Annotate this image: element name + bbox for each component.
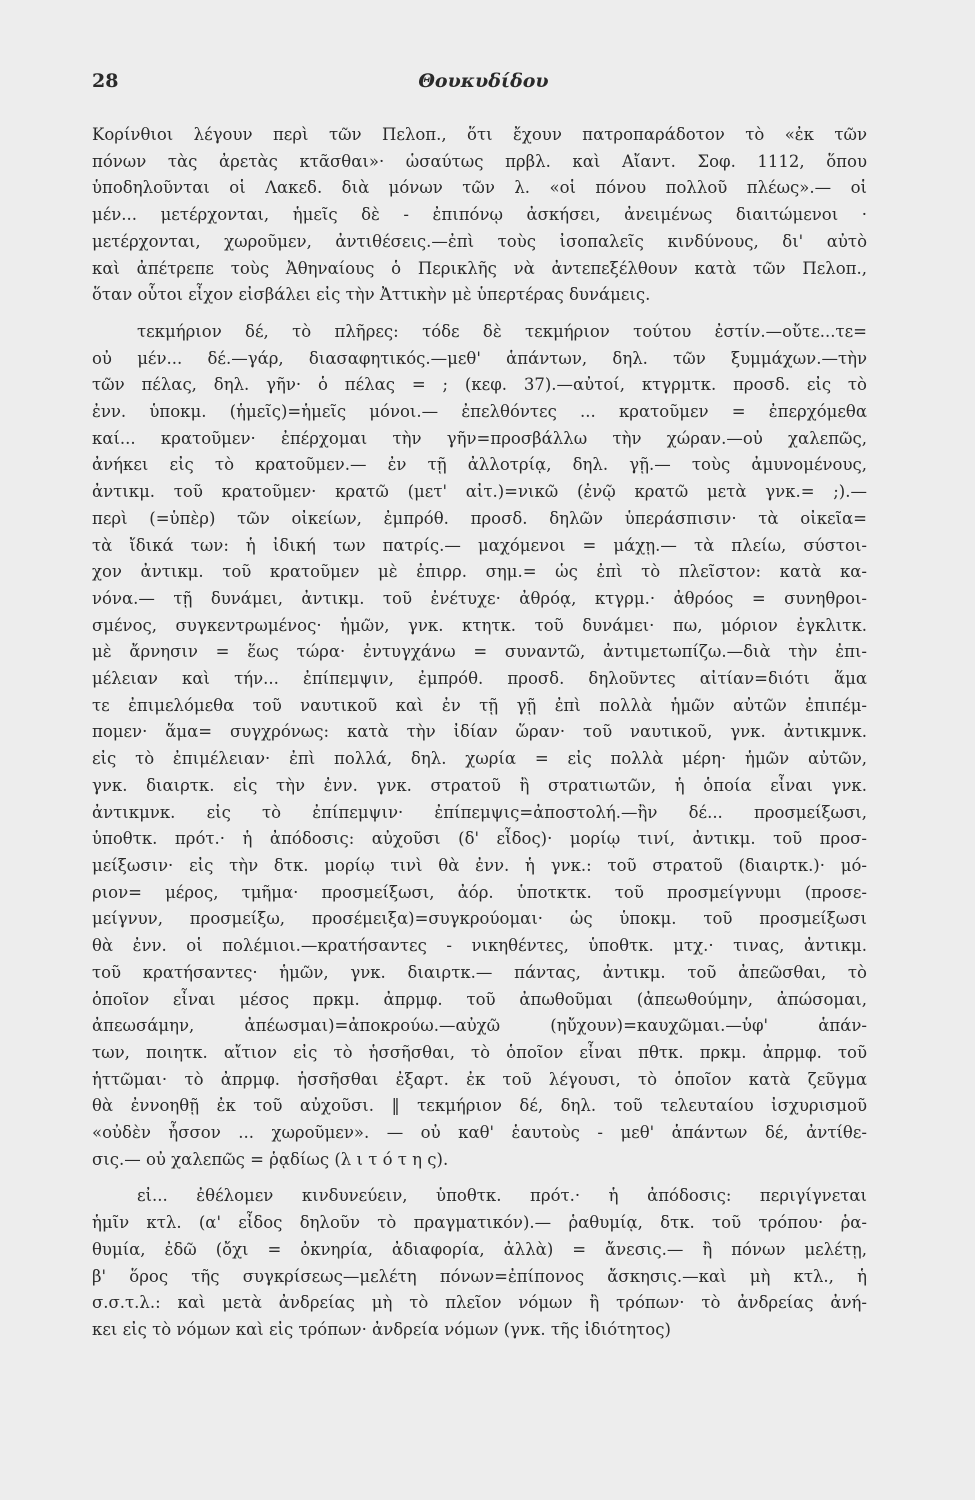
text-line: σμένος, συγκεντρωμένος· ἡμῶν, γνκ. κτητκ. τοῦ δυνάμει· πω, μόριον ἐγκλιτκ. xyxy=(92,615,867,635)
text-line: περὶ (=ὑπὲρ) τῶν οἰκείων, ἐμπρόθ. προσδ. δηλῶν ὑπεράσπισιν· τὰ οἰκεῖα= xyxy=(92,508,867,528)
text-line: θὰ ἐννοηθῇ ἐκ τοῦ αὐχοῦσι. ‖ τεκμήριον δέ, δηλ. τοῦ τελευταίου ἰσχυρισμοῦ xyxy=(92,1096,867,1116)
text-line: ἡττῶμαι· τὸ ἀπρμφ. ἡσσῆσθαι ἐξαρτ. ἐκ τοῦ λέγουσι, τὸ ὁποῖον κατὰ ζεῦγμα xyxy=(92,1069,867,1089)
text-line: μείξωσιν· εἰς τὴν δτκ. μορίῳ τινὶ θὰ ἐνν. ἡ γνκ.: τοῦ στρατοῦ (διαιρτκ.)· μό- xyxy=(92,855,867,875)
text-line: «οὐδὲν ἧσσον ... χωροῦμεν». — οὐ καθ' ἑαυτοὺς - μεθ' ἁπάντων δέ, ἀντίθε- xyxy=(92,1123,867,1143)
text-line: τοῦ κρατήσαντες· ἡμῶν, γνκ. διαιρτκ.— πάντας, ἀντικμ. τοῦ ἀπεῶσθαι, τὸ xyxy=(92,962,867,982)
commentary-paragraph xyxy=(92,122,867,309)
text-line: καὶ ἀπέτρεπε τοὺς Ἀθηναίους ὁ Περικλῆς νὰ ἀντεπεξέλθουν κατὰ τῶν Πελοπ., xyxy=(92,258,867,278)
text-line: πόνων τὰς ἀρετὰς κτᾶσθαι»· ὡσαύτως πρβλ. καὶ Αἴαντ. Σοφ. 1112, ὅπου xyxy=(92,151,867,171)
commentary-paragraph xyxy=(92,1183,867,1343)
text-line: πομεν· ἅμα= συγχρόνως: κατὰ τὴν ἰδίαν ὥραν· τοῦ ναυτικοῦ, γνκ. ἀντικμνκ. xyxy=(92,722,867,742)
page-header xyxy=(92,70,875,100)
text-line: μὲ ἄρνησιν = ἕως τώρα· ἐντυγχάνω = συναντῶ, ἀντιμετωπίζω.—διὰ τὴν ἐπι- xyxy=(92,642,867,662)
text-line: κει εἰς τὸ νόμων καὶ εἰς τρόπων· ἀνδρεία νόμων (γνκ. τῆς ἰδιότητος) xyxy=(92,1319,671,1339)
text-line: νόνα.— τῇ δυνάμει, ἀντικμ. τοῦ ἐνέτυχε· ἀθρόᾳ, κτγρμ.· ἀθρόος = συνηθροι- xyxy=(92,588,867,608)
text-line: χον ἀντικμ. τοῦ κρατοῦμεν μὲ ἐπιρρ. σημ.= ὡς ἐπὶ τὸ πλεῖστον: κατὰ κα- xyxy=(92,562,867,582)
text-line: ἀνήκει εἰς τὸ κρατοῦμεν.— ἐν τῇ ἀλλοτρίᾳ, δηλ. γῇ.— τοὺς ἀμυνομένους, xyxy=(92,455,867,475)
commentary-text xyxy=(92,122,867,1344)
text-line: τε ἐπιμελόμεθα τοῦ ναυτικοῦ καὶ ἐν τῇ γῇ ἐπὶ πολλὰ ἡμῶν αὐτῶν ἐπιπέμ- xyxy=(92,695,867,715)
text-line: ὑποθτκ. πρότ.· ἡ ἀπόδοσις: αὐχοῦσι (δ' εἶδος)· μορίῳ τινί, ἀντικμ. τοῦ προσ- xyxy=(92,829,867,849)
text-line: των, ποιητκ. αἴτιον εἰς τὸ ἡσσῆσθαι, τὸ ὁποῖον εἶναι πθτκ. πρκμ. ἀπρμφ. τοῦ xyxy=(92,1042,867,1062)
text-line: τὰ ἴδικά των: ἡ ἰδική των πατρίς.— μαχόμενοι = μάχῃ.— τὰ πλείω, σύστοι- xyxy=(92,535,867,555)
text-line: μέλειαν καὶ τήν... ἐπίπεμψιν, ἐμπρόθ. προσδ. δηλοῦντες αἰτίαν=διότι ἅμα xyxy=(92,669,867,689)
text-line: θὰ ἐνν. οἱ πολέμιοι.—κρατήσαντες - νικηθέντες, ὑποθτκ. μτχ.· τινας, ἀντικμ. xyxy=(92,936,867,956)
text-line: ὑποδηλοῦνται οἱ Λακεδ. διὰ μόνων τῶν λ. «οἱ πόνου πολλοῦ πλέως».— οἱ xyxy=(92,178,867,198)
text-line: ριον= μέρος, τμῆμα· προσμείξωσι, ἀόρ. ὑποτκτκ. τοῦ προσμείγνυμι (προσε- xyxy=(92,882,867,902)
text-line: ἀπεωσάμην, ἀπέωσμαι)=ἀποκρούω.—αὐχῶ (ηὔχουν)=καυχῶμαι.—ὑφ' ἁπάν- xyxy=(92,1016,867,1036)
text-line: γνκ. διαιρτκ. εἰς τὴν ἐνν. γνκ. στρατοῦ ἢ στρατιωτῶν, ἡ ὁποία εἶναι γνκ. xyxy=(92,775,867,795)
text-line: σις.— οὐ χαλεπῶς = ῥᾳδίως (λ ι τ ό τ η ς). xyxy=(92,1149,449,1169)
text-line: ἐνν. ὑποκμ. (ἡμεῖς)=ἡμεῖς μόνοι.— ἐπελθόντες ... κρατοῦμεν = ἐπερχόμεθα xyxy=(92,402,867,422)
paragraph-gap xyxy=(92,1173,867,1183)
page-number: 28 xyxy=(92,70,119,92)
text-line: οὐ μέν... δέ.—γάρ, διασαφητικός.—μεθ' ἁπάντων, δηλ. τῶν ξυμμάχων.—τὴν xyxy=(92,348,867,368)
text-line: εἰς τὸ ἐπιμέλειαν· ἐπὶ πολλά, δηλ. χωρία = εἰς πολλὰ μέρη· ἡμῶν αὐτῶν, xyxy=(92,749,867,769)
commentary-paragraph xyxy=(92,319,867,1174)
text-line: ἡμῖν κτλ. (α' εἶδος δηλοῦν τὸ πραγματικόν).— ῥαθυμίᾳ, δτκ. τοῦ τρόπου· ῥα- xyxy=(92,1213,867,1233)
text-line: καί... κρατοῦμεν· ἐπέρχομαι τὴν γῆν=προσβάλλω τὴν χώραν.—οὐ χαλεπῶς, xyxy=(92,428,867,448)
text-line: σ.σ.τ.λ.: καὶ μετὰ ἀνδρείας μὴ τὸ πλεῖον νόμων ἢ τρόπων· τὸ ἀνδρείας ἀνή- xyxy=(92,1293,867,1313)
text-line: μέν... μετέρχονται, ἡμεῖς δὲ - ἐπιπόνῳ ἀσκήσει, ἀνειμένως διαιτώμενοι · xyxy=(92,205,867,225)
running-title: Θουκυδίδου xyxy=(418,70,549,92)
text-line: τεκμήριον δέ, τὸ πλῆρες: τόδε δὲ τεκμήριον τούτου ἐστίν.—οὔτε...τε= xyxy=(137,321,867,341)
text-line: εἰ... ἐθέλομεν κινδυνεύειν, ὑποθτκ. πρότ.· ἡ ἀπόδοσις: περιγίγνεται xyxy=(137,1186,867,1206)
text-line: β' ὅρος τῆς συγκρίσεως—μελέτη πόνων=ἐπίπονος ἄσκησις.—καὶ μὴ κτλ., ἡ xyxy=(92,1266,867,1286)
text-line: ὅταν οὗτοι εἶχον εἰσβάλει εἰς τὴν Ἀττικὴν μὲ ὑπερτέρας δυνάμεις. xyxy=(92,285,651,305)
text-line: μετέρχονται, χωροῦμεν, ἀντιθέσεις.—ἐπὶ τοὺς ἰσοπαλεῖς κινδύνους, δι' αὐτὸ xyxy=(92,231,867,251)
paragraph-gap xyxy=(92,309,867,319)
text-line: τῶν πέλας, δηλ. γῆν· ὁ πέλας = ; (κεφ. 37).—αὐτοί, κτγρμτκ. προσδ. εἰς τὸ xyxy=(92,375,867,395)
text-line: ἀντικμ. τοῦ κρατοῦμεν· κρατῶ (μετ' αἰτ.)=νικῶ (ἐνῷ κρατῶ μετὰ γνκ.= ;).— xyxy=(92,482,867,502)
text-line: μείγνυν, προσμείξω, προσέμειξα)=συγκρούομαι· ὡς ὑποκμ. τοῦ προσμείξωσι xyxy=(92,909,867,929)
text-line: ὁποῖον εἶναι μέσος πρκμ. ἀπρμφ. τοῦ ἀπωθοῦμαι (ἀπεωθούμην, ἀπώσομαι, xyxy=(92,989,867,1009)
text-line: Κορίνθιοι λέγουν περὶ τῶν Πελοπ., ὅτι ἔχουν πατροπαράδοτον τὸ «ἐκ τῶν xyxy=(92,125,867,144)
text-line: ἀντικμνκ. εἰς τὸ ἐπίπεμψιν· ἐπίπεμψις=ἀποστολή.—ἢν δέ... προσμείξωσι, xyxy=(92,802,867,822)
text-line: θυμία, ἐδῶ (ὄχι = ὀκνηρία, ἀδιαφορία, ἀλλὰ) = ἄνεσις.— ἢ πόνων μελέτῃ, xyxy=(92,1239,867,1259)
